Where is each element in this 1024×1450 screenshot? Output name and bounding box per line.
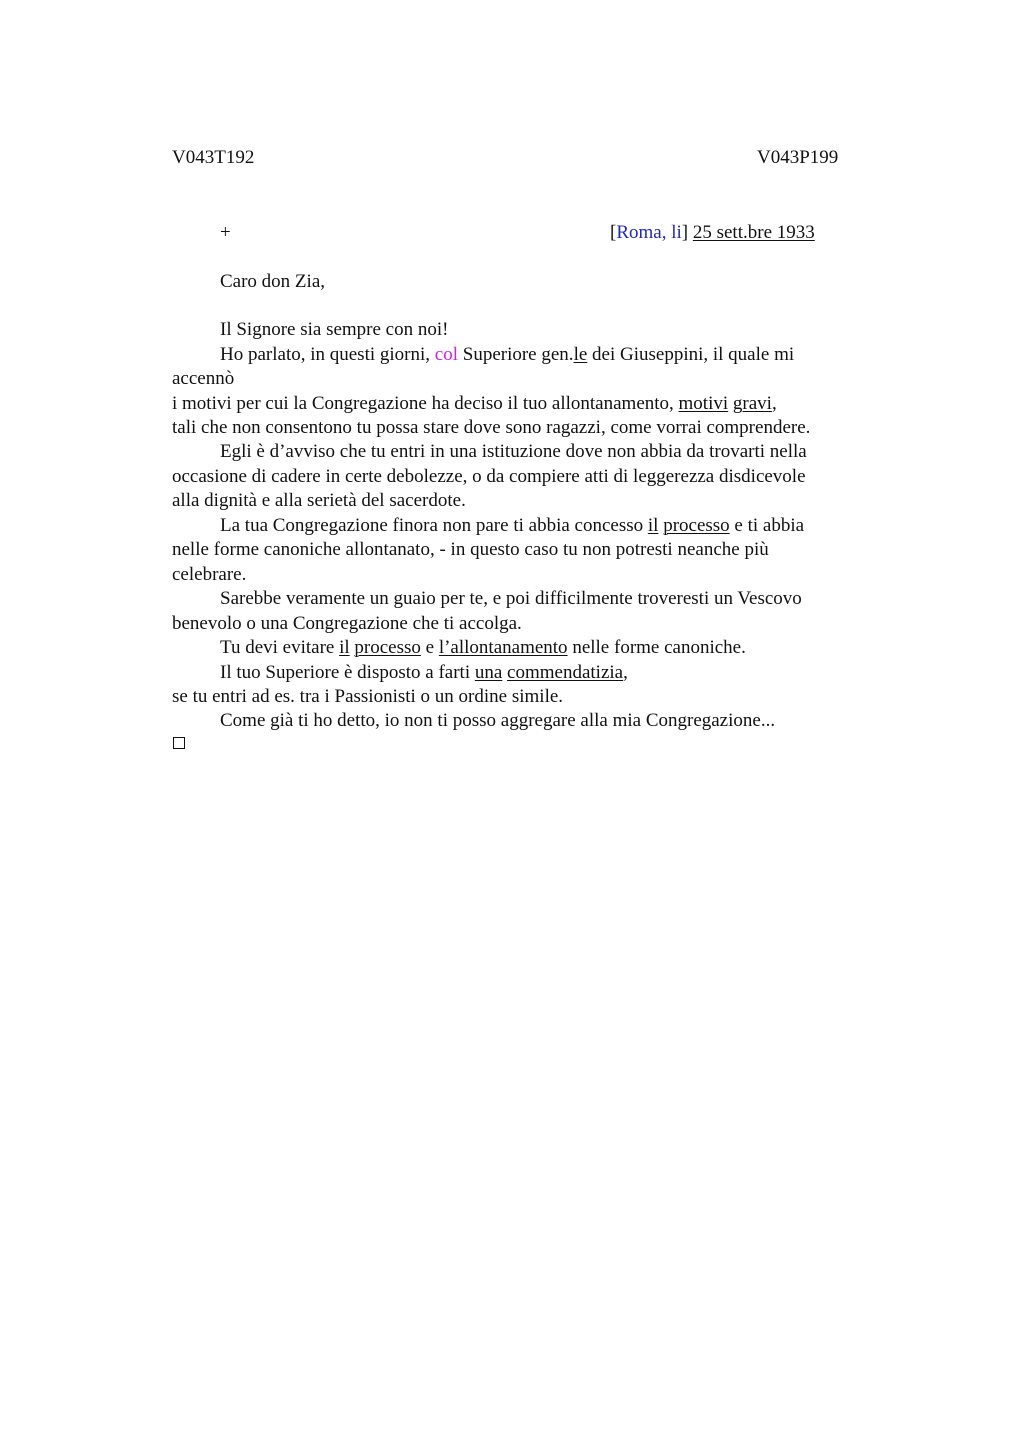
place-name: Roma, li xyxy=(616,222,682,243)
underlined-word: il xyxy=(647,515,659,536)
body-line-12: Sarebbe veramente un guaio per te, e poi difficilmente troveresti un Vescovo xyxy=(220,588,802,609)
body-line-9 xyxy=(220,514,804,538)
text-run: e xyxy=(420,637,439,658)
text-run: i motivi per cui la Congregazione ha deciso il tuo allontanamento, xyxy=(172,393,679,414)
underlined-word: gravi xyxy=(732,393,772,414)
text-run: Il tuo Superiore è disposto a farti xyxy=(220,662,475,683)
text-run: nelle forme canoniche. xyxy=(567,637,746,658)
body-line-7: occasione di cadere in certe debolezze, o da compiere atti di leggerezza disdicevole xyxy=(172,466,806,487)
text-run: , xyxy=(771,393,777,414)
text-run: e ti abbia xyxy=(729,515,805,536)
body-line-13: benevolo o una Congregazione che ti accolga. xyxy=(172,613,522,634)
text-run: Ho parlato, in questi giorni, xyxy=(220,344,435,365)
checkbox-icon xyxy=(173,737,185,749)
document-code-right: V043P199 xyxy=(757,147,839,168)
body-line-10: nelle forme canoniche allontanato, - in questo caso tu non potresti neanche più xyxy=(172,539,769,560)
body-line-14 xyxy=(220,636,746,660)
underlined-word: processo xyxy=(663,515,730,536)
underlined-word: motivi xyxy=(678,393,729,414)
underlined-word: l’allontanamento xyxy=(438,637,568,658)
highlighted-word: col xyxy=(434,344,458,365)
body-line-11: celebrare. xyxy=(172,564,247,585)
cross-symbol: + xyxy=(220,222,231,243)
body-line-6: Egli è d’avviso che tu entri in una istituzione dove non abbia da trovarti nella xyxy=(220,441,807,462)
dateline xyxy=(610,222,815,244)
body-line-3: accennò xyxy=(172,368,235,389)
letter-date: 25 sett.bre 1933 xyxy=(692,222,815,243)
bracket-open: [ xyxy=(610,222,617,243)
underlined-word: commendatizia xyxy=(507,662,624,683)
body-line-4 xyxy=(172,392,777,416)
body-line-5: tali che non consentono tu possa stare dove sono ragazzi, come vorrai comprendere. xyxy=(172,417,811,438)
body-line-1: Il Signore sia sempre con noi! xyxy=(220,319,449,340)
text-run: , xyxy=(623,662,628,683)
underlined-word: processo xyxy=(354,637,421,658)
text-run: Superiore gen. xyxy=(458,344,574,365)
underlined-word: il xyxy=(339,637,350,658)
underlined-word: le xyxy=(573,344,588,365)
text-run: La tua Congregazione finora non pare ti abbia concesso xyxy=(220,515,648,536)
salutation: Caro don Zia, xyxy=(220,271,326,292)
text-run: dei Giuseppini, il quale mi xyxy=(587,344,795,365)
underlined-word: una xyxy=(474,662,503,683)
body-line-16: se tu entri ad es. tra i Passionisti o un ordine simile. xyxy=(172,686,564,707)
body-line-15 xyxy=(220,661,628,685)
body-line-8: alla dignità e alla serietà del sacerdote. xyxy=(172,490,466,511)
body-line-2 xyxy=(220,343,794,367)
document-code-left: V043T192 xyxy=(172,147,255,168)
text-run: Tu devi evitare xyxy=(220,637,340,658)
body-line-17: Come già ti ho detto, io non ti posso aggregare alla mia Congregazione... xyxy=(220,710,776,731)
bracket-close: ] xyxy=(681,222,689,243)
